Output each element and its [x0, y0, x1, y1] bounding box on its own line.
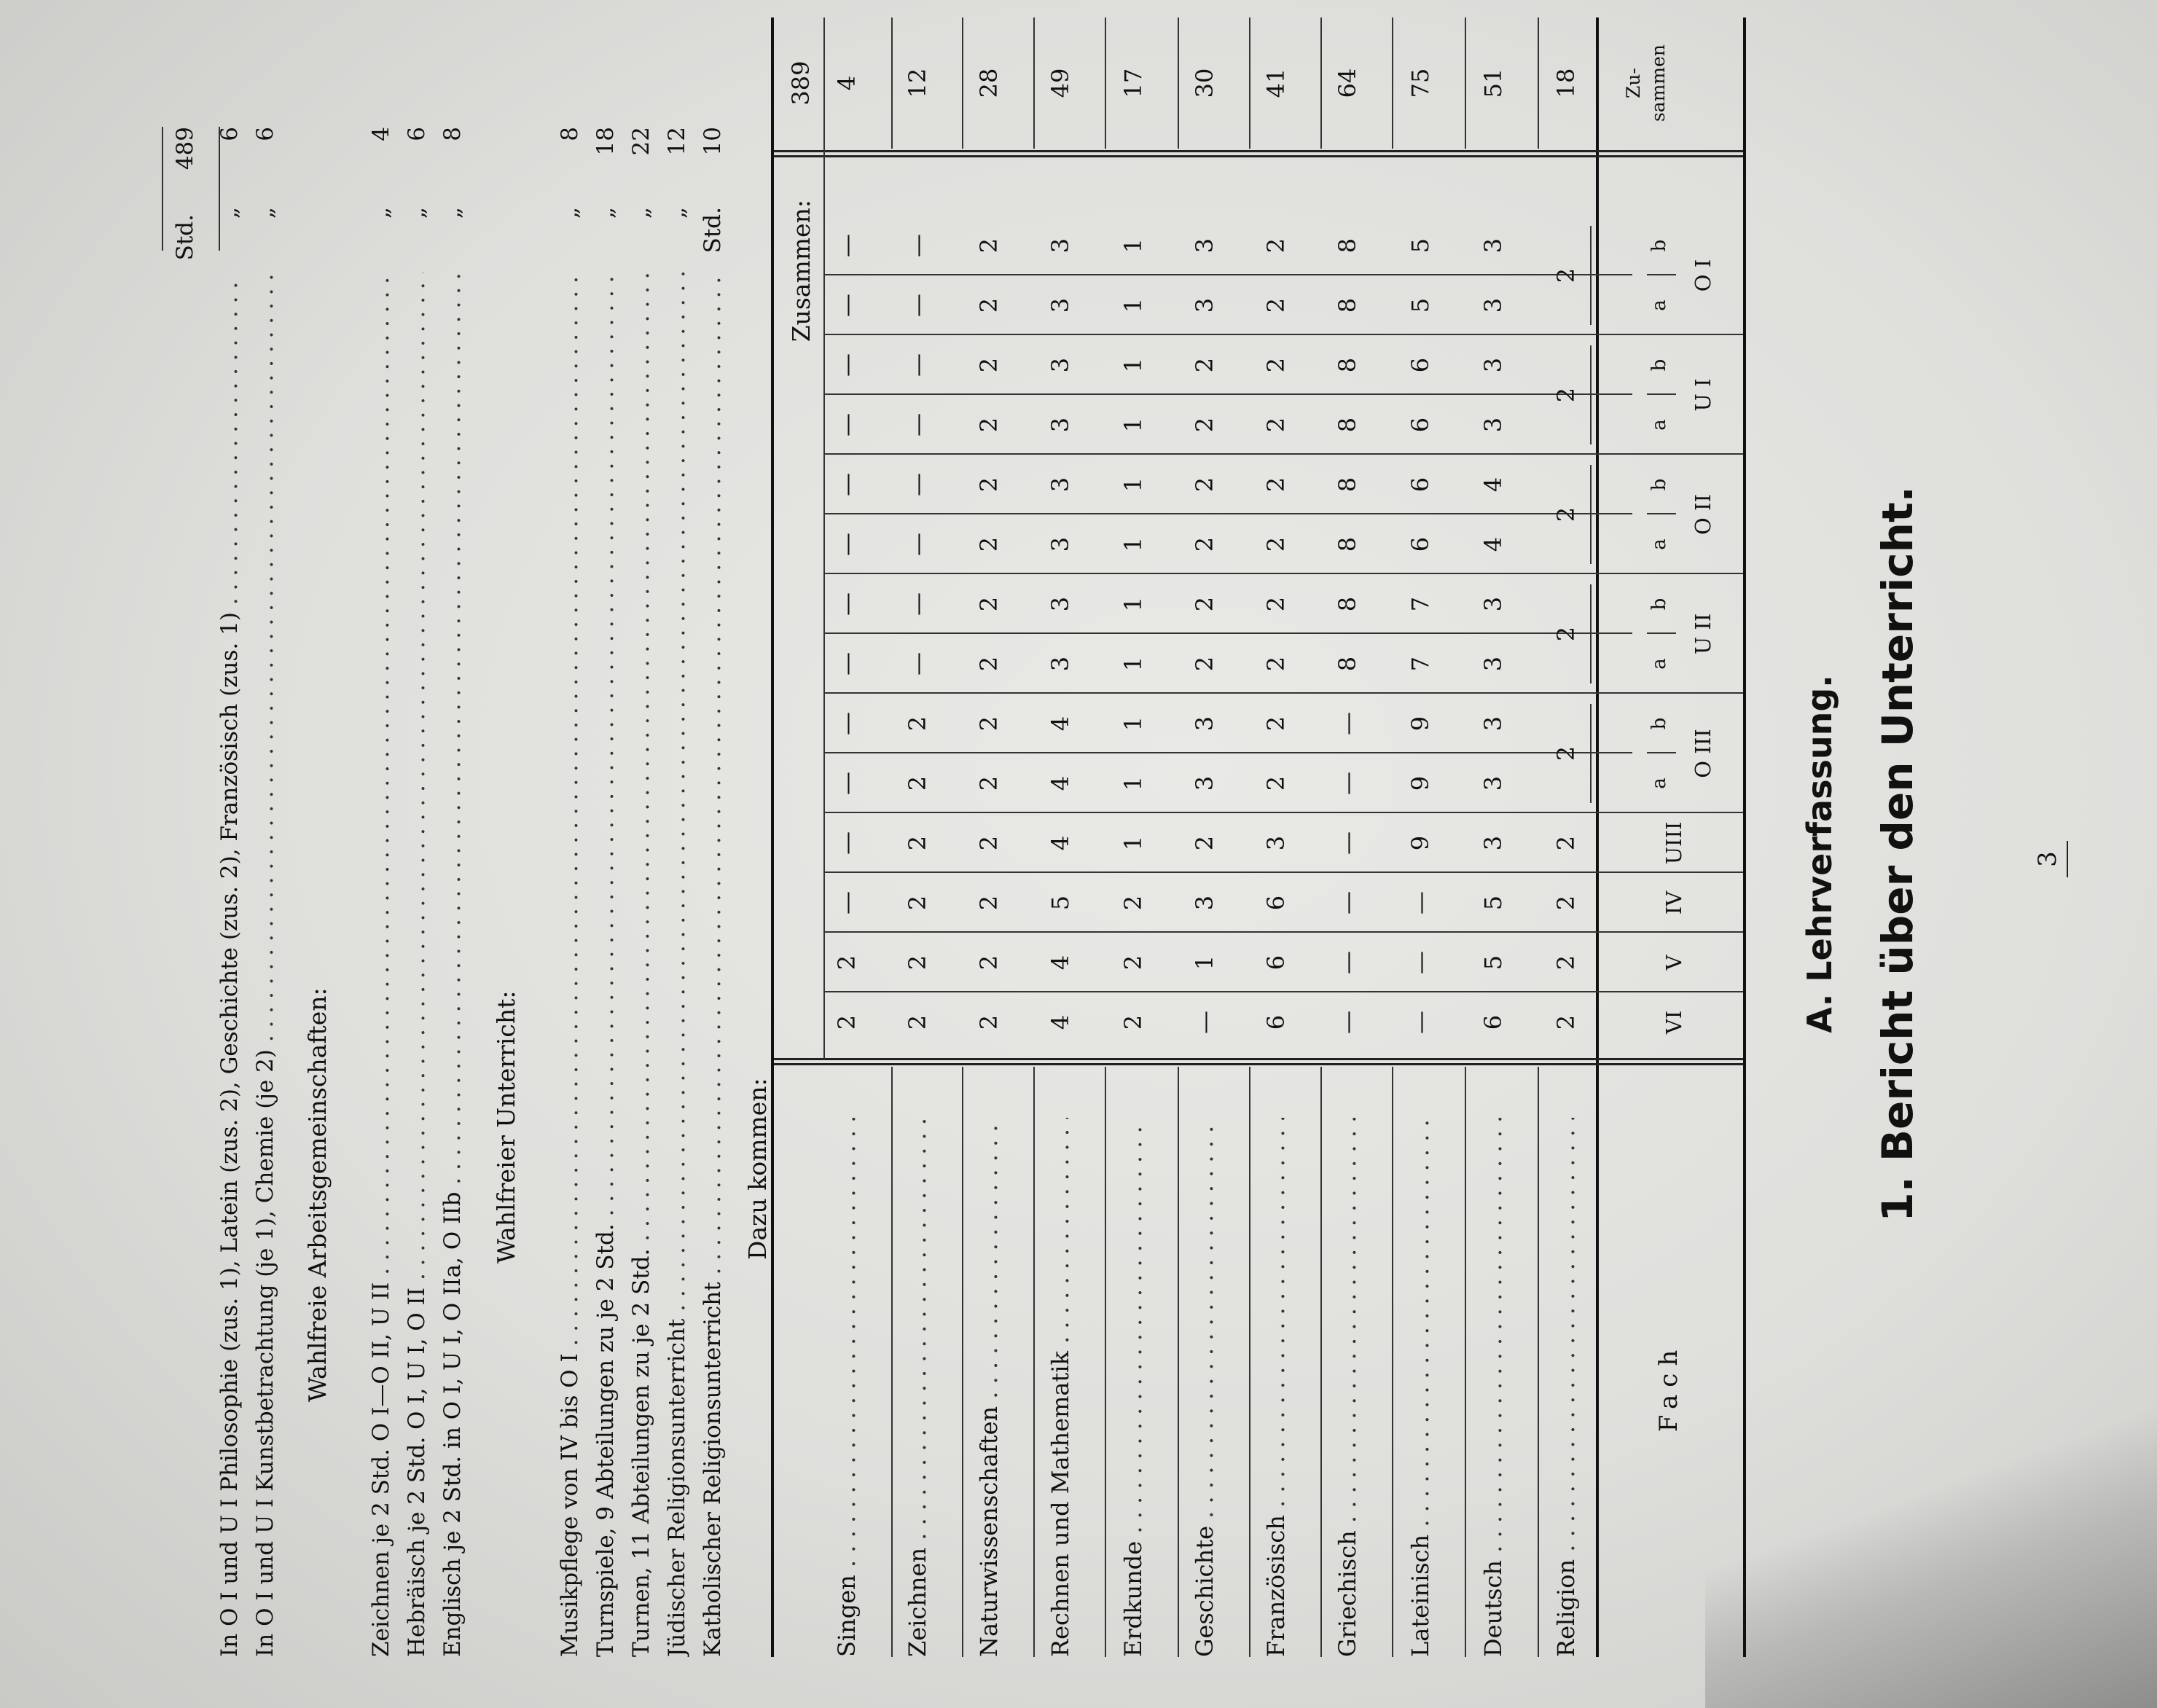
arbeit-item-text: In O I und U I Kunstbetrachtung (je 1), Chemie (je 2) . . .	[252, 273, 278, 1657]
table-cell: 1	[1119, 716, 1147, 732]
subject-name: Lateinisch . . .	[1406, 1118, 1434, 1657]
subject-name: Erdkunde . . .	[1119, 1118, 1147, 1657]
table-cell: 3	[1479, 835, 1507, 851]
table-cell: —	[904, 353, 931, 377]
table-cell: 8	[1334, 297, 1361, 313]
table-cell: 1	[1119, 835, 1147, 851]
row-total: 30	[1191, 68, 1218, 98]
religion-brace	[1590, 226, 1592, 325]
table-header-rule	[1596, 17, 1599, 1657]
table-cell: 2	[1262, 238, 1290, 254]
table-cell: 7	[1406, 596, 1434, 612]
table-cell: 2	[1191, 477, 1218, 493]
wahlfrei-item-value: 6	[404, 127, 430, 141]
table-cell: 2	[1262, 775, 1290, 791]
wahlfrei-item	[368, 273, 394, 1657]
row-total: 75	[1406, 68, 1434, 98]
table-cell: 2	[904, 716, 931, 732]
dazu-item-unit: „	[628, 207, 654, 219]
table-cell: 2	[1552, 895, 1580, 911]
row-rule-total	[1178, 17, 1179, 149]
row-rule-total	[1465, 17, 1466, 149]
fach-header: Fach	[1654, 1342, 1683, 1433]
grand-total-upper-rule	[219, 127, 220, 251]
arbeit-heading: Wahlfreie Arbeitsgemeinschaften:	[303, 987, 332, 1402]
table-cell: 6	[1406, 477, 1434, 493]
arbeit-item-value: 6	[252, 127, 278, 141]
table-cell: 2	[1119, 1014, 1147, 1030]
subclass-divider	[1647, 632, 1676, 634]
table-cell: 4	[1046, 835, 1074, 851]
table-cell: —	[904, 234, 931, 257]
table-cell: 3	[1046, 477, 1074, 493]
row-rule	[1465, 1067, 1466, 1657]
table-cell: 2	[975, 417, 1003, 433]
row-rule	[1249, 1067, 1250, 1657]
table-cell: 5	[1406, 297, 1434, 313]
table-cell: 3	[1479, 238, 1507, 254]
table-cell: 1	[1119, 477, 1147, 493]
table-cell: 3	[1046, 656, 1074, 672]
row-rule	[1538, 1067, 1539, 1657]
table-cell: 6	[1406, 417, 1434, 433]
table-cell: 6	[1262, 895, 1290, 911]
row-total: 28	[975, 68, 1003, 98]
column-rule	[823, 513, 1632, 514]
table-cell: 8	[1334, 536, 1361, 552]
table-cell: 8	[1334, 357, 1361, 373]
grand-total-unit: Std.	[172, 214, 198, 261]
dazu-item	[700, 273, 726, 1657]
dazu-item-value: 10	[700, 127, 726, 156]
dazu-item-value: 12	[664, 127, 690, 156]
table-cell: 2	[1191, 357, 1218, 373]
wahlfrei-item-text: Hebräisch je 2 Std. O I, U I, O II . . .	[404, 273, 430, 1657]
table-cell: —	[833, 473, 861, 496]
row-rule-total	[1033, 17, 1035, 149]
table-cell: 2	[904, 775, 931, 791]
table-cell: 3	[1191, 895, 1218, 911]
wahlfrei-item	[439, 273, 466, 1657]
subclass-divider	[1647, 393, 1676, 395]
wahlfrei-item-text: Englisch je 2 Std. in O I, U I, O IIa, O IIb . . .	[439, 273, 466, 1657]
table-cell: 3	[1479, 297, 1507, 313]
table-cell: —	[904, 473, 931, 496]
table-fach-divider-2	[772, 1058, 1743, 1060]
dazu-item-text: Turnspiele, 9 Abteilungen zu je 2 Std. . . .	[592, 273, 619, 1657]
row-total: 17	[1119, 68, 1147, 98]
row-total: 49	[1046, 68, 1074, 98]
wahlfrei-heading: Wahlfreier Unterricht:	[492, 990, 520, 1264]
table-cell: 3	[1479, 656, 1507, 672]
table-cell: 1	[1119, 238, 1147, 254]
religion-brace	[1590, 465, 1592, 564]
table-cell: 2	[1262, 656, 1290, 672]
row-total: 51	[1479, 68, 1507, 98]
religion-brace	[1590, 584, 1592, 683]
table-cell: 3	[1046, 238, 1074, 254]
subclass-divider	[1647, 513, 1676, 514]
table-cell: 9	[1406, 716, 1434, 732]
dazu-item-unit: „	[664, 207, 690, 219]
table-cell: 2	[1262, 297, 1290, 313]
row-rule	[1320, 1067, 1322, 1657]
subclass-divider	[1647, 752, 1676, 753]
table-cell-merged: 2	[1552, 745, 1580, 761]
table-cell: —	[1334, 1011, 1361, 1034]
dazu-heading: Dazu kommen:	[743, 1078, 772, 1260]
dazu-item-unit: Std.	[700, 207, 726, 254]
dazu-item-unit: „	[557, 207, 583, 219]
table-cell: 2	[975, 477, 1003, 493]
zusammen-header: Zu- sammen	[1623, 44, 1669, 122]
grade-pair-header: U I	[1691, 378, 1715, 412]
dazu-item-text: Katholischer Religionsunterricht . . .	[700, 273, 726, 1657]
table-cell: 8	[1334, 417, 1361, 433]
grade-pair-header: U II	[1691, 613, 1715, 655]
table-cell: —	[904, 533, 931, 556]
table-cell: —	[833, 772, 861, 795]
table-cell: 1	[1191, 955, 1218, 971]
table-cell: 6	[1406, 357, 1434, 373]
table-cell: —	[833, 413, 861, 436]
dazu-item-value: 22	[628, 127, 654, 156]
subclass-b-header: b	[1648, 239, 1670, 252]
table-cell: —	[1334, 831, 1361, 855]
wahlfrei-item-text: Zeichnen je 2 Std. O I—O II, U II . . .	[368, 273, 394, 1657]
table-cell: —	[1334, 891, 1361, 914]
row-rule-total	[1538, 17, 1539, 149]
table-cell: 3	[1191, 716, 1218, 732]
table-cell: 3	[1479, 775, 1507, 791]
dazu-item	[628, 273, 654, 1657]
table-cell: 5	[1406, 238, 1434, 254]
religion-brace	[1590, 704, 1592, 803]
zusammen-label: Zusammen:	[787, 200, 815, 342]
page-number: 3	[2033, 851, 2062, 867]
table-cell-merged: 2	[1552, 387, 1580, 403]
table-cell: 1	[1119, 357, 1147, 373]
grade-header: VI	[1661, 1010, 1686, 1035]
arbeit-item-unit: „	[252, 207, 278, 219]
column-rule	[823, 274, 1632, 275]
wahlfrei-item-unit: „	[439, 207, 466, 219]
table-cell-merged: 2	[1552, 506, 1580, 522]
table-cell: 6	[1262, 1014, 1290, 1030]
wahlfrei-item-value: 4	[368, 127, 394, 141]
table-cell: 8	[1334, 477, 1361, 493]
table-cell: —	[1334, 951, 1361, 974]
grand-total-lower-rule	[162, 127, 163, 251]
dazu-item-text: Turnen, 11 Abteilungen zu je 2 Std. . . .	[628, 273, 654, 1657]
table-top-rule	[1743, 17, 1746, 1657]
table-cell: 8	[1334, 238, 1361, 254]
table-cell: 1	[1119, 536, 1147, 552]
table-cell: 8	[1334, 656, 1361, 672]
row-rule-total	[891, 17, 893, 149]
table-cell: 2	[1552, 1014, 1580, 1030]
table-cell: 1	[1119, 417, 1147, 433]
table-cell: 3	[1191, 775, 1218, 791]
table-cell: 2	[1262, 357, 1290, 373]
table-cell: 1	[1119, 596, 1147, 612]
zusammen-total: 389	[787, 60, 815, 106]
dazu-item-value: 18	[592, 127, 619, 156]
row-rule	[1178, 1067, 1179, 1657]
table-cell: 2	[904, 835, 931, 851]
arbeit-item-unit: „	[216, 207, 243, 219]
table-cell: 3	[1479, 417, 1507, 433]
arbeit-item-value: 6	[216, 127, 243, 141]
row-rule	[1105, 1067, 1106, 1657]
arbeit-item-text: In O I und U I Philosophie (zus. 1), Latein (zus. 2), Geschichte (zus. 2), Französisch (zus. 1) . . .	[216, 273, 243, 1657]
table-cell: —	[833, 712, 861, 735]
table-cell: —	[833, 234, 861, 257]
table-cell: —	[833, 294, 861, 317]
table-cell: 2	[1191, 417, 1218, 433]
table-cell: 2	[1262, 536, 1290, 552]
table-cell: 2	[975, 238, 1003, 254]
table-cell: —	[833, 592, 861, 616]
page-title: 1. Bericht über den Unterricht.	[1873, 486, 1922, 1222]
row-total: 12	[904, 68, 931, 98]
subject-name: Singen . . .	[833, 1118, 861, 1657]
table-cell: 1	[1119, 775, 1147, 791]
table-cell: 2	[975, 536, 1003, 552]
table-cell: —	[904, 652, 931, 675]
table-cell: 2	[833, 1014, 861, 1030]
table-cell: 2	[904, 1014, 931, 1030]
row-total: 41	[1262, 68, 1290, 98]
subject-name: Religion . . .	[1552, 1118, 1580, 1657]
table-cell: 5	[1479, 955, 1507, 971]
arbeit-item	[216, 273, 243, 1657]
table-cell: 2	[975, 357, 1003, 373]
table-cell: 8	[1334, 596, 1361, 612]
table-cell: 2	[1191, 596, 1218, 612]
table-cell: 2	[1552, 835, 1580, 851]
table-cell: —	[1406, 1011, 1434, 1034]
row-rule-total	[1105, 17, 1106, 149]
table-cell: 2	[975, 596, 1003, 612]
subclass-a-header: a	[1648, 538, 1670, 550]
table-cell: 2	[904, 955, 931, 971]
grade-header: IV	[1661, 890, 1686, 915]
section-subtitle: A. Lehrverfassung.	[1800, 675, 1839, 1033]
table-cell: 2	[1119, 955, 1147, 971]
table-cell: 3	[1479, 716, 1507, 732]
row-rule-total	[1249, 17, 1250, 149]
subject-name: Französisch . . .	[1262, 1118, 1290, 1657]
subclass-a-header: a	[1648, 658, 1670, 670]
table-cell: 2	[1262, 417, 1290, 433]
table-cell: 2	[975, 775, 1003, 791]
table-cell: —	[1406, 951, 1434, 974]
row-rule-total	[962, 17, 963, 149]
table-cell: 2	[975, 955, 1003, 971]
page-number-underline	[2067, 841, 2068, 877]
table-cell: 2	[1191, 536, 1218, 552]
row-rule-total	[1392, 17, 1393, 149]
table-cell: —	[1334, 712, 1361, 735]
table-cell: 4	[1046, 955, 1074, 971]
table-cell: 6	[1479, 1014, 1507, 1030]
wahlfrei-item	[404, 273, 430, 1657]
row-rule	[1033, 1067, 1035, 1657]
table-cell: —	[1191, 1011, 1218, 1034]
table-cell: 3	[1046, 417, 1074, 433]
table-cell: 4	[1046, 775, 1074, 791]
table-cell: —	[833, 533, 861, 556]
table-cell: —	[1334, 772, 1361, 795]
table-cell: 3	[1046, 357, 1074, 373]
table-cell: 1	[1119, 656, 1147, 672]
column-rule	[823, 393, 1632, 395]
subclass-b-header: b	[1648, 598, 1670, 611]
table-cell: 3	[1191, 238, 1218, 254]
table-cell: 3	[1479, 596, 1507, 612]
subclass-b-header: b	[1648, 478, 1670, 491]
table-cell: 4	[1479, 477, 1507, 493]
dazu-item-unit: „	[592, 207, 619, 219]
dazu-item-text: Jüdischer Religionsunterricht . . .	[664, 273, 690, 1657]
table-cell: —	[833, 891, 861, 914]
grand-total: 489	[172, 127, 198, 171]
subject-name: Rechnen und Mathematik . . .	[1046, 1118, 1074, 1657]
table-cell: —	[904, 592, 931, 616]
table-cell: 2	[1191, 656, 1218, 672]
table-cell: 2	[1262, 716, 1290, 732]
table-cell: 2	[975, 656, 1003, 672]
grade-header: UIII	[1661, 821, 1686, 865]
zusammen-rule	[823, 17, 825, 1059]
table-cell: 2	[1262, 477, 1290, 493]
table-cell: 4	[1046, 1014, 1074, 1030]
table-cell: 2	[975, 716, 1003, 732]
table-cell: 2	[975, 835, 1003, 851]
table-cell: 4	[1479, 536, 1507, 552]
row-rule-total	[1320, 17, 1322, 149]
wahlfrei-item-unit: „	[368, 207, 394, 219]
table-cell-merged: 2	[1552, 626, 1580, 642]
subject-name: Naturwissenschaften . . .	[975, 1118, 1003, 1657]
subject-name: Geschichte . . .	[1191, 1118, 1218, 1657]
grade-pair-header: O II	[1691, 494, 1715, 535]
table-cell: 2	[1262, 596, 1290, 612]
table-cell: 2	[904, 895, 931, 911]
table-cell: 5	[1479, 895, 1507, 911]
table-cell: 3	[1046, 297, 1074, 313]
table-cell: 2	[975, 297, 1003, 313]
dazu-item	[592, 273, 619, 1657]
table-cell: —	[833, 353, 861, 377]
row-rule	[1392, 1067, 1393, 1657]
wahlfrei-item-value: 8	[439, 127, 466, 141]
grade-pair-header: O III	[1691, 729, 1715, 778]
table-cell: 7	[1406, 656, 1434, 672]
table-cell: —	[904, 413, 931, 436]
subject-name: Griechisch . . .	[1334, 1118, 1361, 1657]
table-cell: —	[833, 652, 861, 675]
table-cell: 2	[975, 895, 1003, 911]
row-rule	[891, 1067, 893, 1657]
table-cell: 3	[1262, 835, 1290, 851]
table-cell: 6	[1262, 955, 1290, 971]
table-cell: 6	[1406, 536, 1434, 552]
row-total: 18	[1552, 68, 1580, 98]
table-cell: 4	[1046, 716, 1074, 732]
table-cell: —	[904, 294, 931, 317]
table-cell-merged: 2	[1552, 267, 1580, 283]
row-total: 4	[833, 75, 861, 91]
table-fach-divider	[772, 1063, 1743, 1065]
subclass-a-header: a	[1648, 299, 1670, 311]
table-cell: 3	[1479, 357, 1507, 373]
table-cell: 2	[975, 1014, 1003, 1030]
table-cell: 3	[1191, 297, 1218, 313]
table-cell: 1	[1119, 297, 1147, 313]
table-cell: —	[833, 831, 861, 855]
subclass-b-header: b	[1648, 359, 1670, 372]
subclass-a-header: a	[1648, 777, 1670, 789]
subject-name: Deutsch . . .	[1479, 1118, 1507, 1657]
dazu-item-value: 8	[557, 127, 583, 141]
table-cell: 3	[1046, 536, 1074, 552]
table-total-divider-2	[772, 150, 1743, 152]
table-cell: 2	[833, 955, 861, 971]
table-cell: 9	[1406, 835, 1434, 851]
column-rule	[823, 752, 1632, 753]
subclass-b-header: b	[1648, 717, 1670, 730]
grade-pair-header: O I	[1691, 259, 1715, 292]
table-total-divider	[772, 155, 1743, 157]
table-cell: 9	[1406, 775, 1434, 791]
table-cell: 2	[1119, 895, 1147, 911]
dazu-item	[557, 273, 583, 1657]
arbeit-item	[252, 273, 278, 1657]
table-cell: 5	[1046, 895, 1074, 911]
dazu-item-text: Musikpflege von IV bis O I . . .	[557, 273, 583, 1657]
wahlfrei-item-unit: „	[404, 207, 430, 219]
subclass-divider	[1647, 274, 1676, 275]
table-cell: —	[1406, 891, 1434, 914]
dazu-item	[664, 273, 690, 1657]
table-cell: 3	[1046, 596, 1074, 612]
row-rule	[962, 1067, 963, 1657]
table-cell: 2	[1552, 955, 1580, 971]
subject-name: Zeichnen . . .	[904, 1118, 931, 1657]
subclass-a-header: a	[1648, 419, 1670, 431]
table-cell: 2	[1191, 835, 1218, 851]
religion-brace	[1590, 345, 1592, 444]
column-rule	[823, 632, 1632, 634]
row-total: 64	[1334, 68, 1361, 98]
table-bottom-rule	[771, 17, 774, 1657]
grade-header: V	[1661, 955, 1686, 971]
